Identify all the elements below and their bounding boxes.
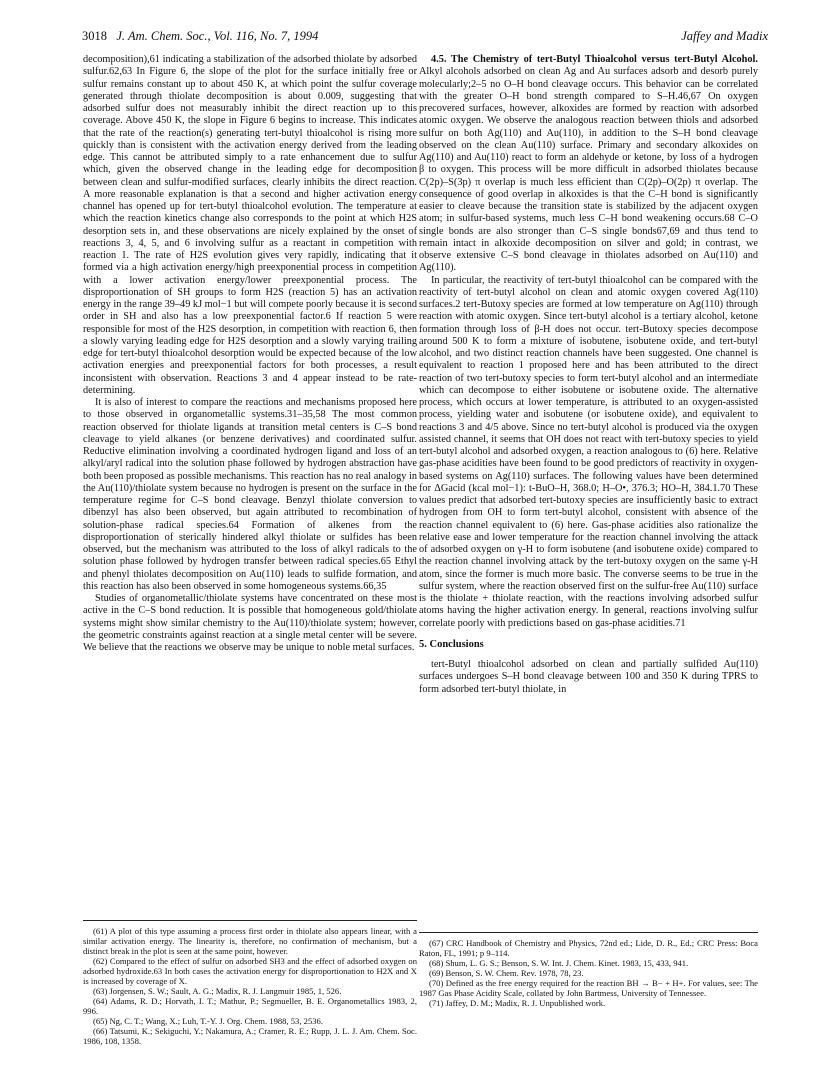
- journal-citation: J. Am. Chem. Soc., Vol. 116, No. 7, 1994: [116, 29, 319, 43]
- footnote: (67) CRC Handbook of Chemistry and Physics, 72nd ed.; Lide, D. R., Ed.; CRC Press: Boca Raton, FL, 1991; p 9–114.: [419, 938, 758, 958]
- footnote: (66) Tatsumi, K.; Sekiguchi, Y.; Nakamura, A.; Cramer, R. E.; Rupp, J. L. J. Am. Chem. Soc. 1986, 108, 1358.: [83, 1026, 417, 1046]
- running-authors: Jaffey and Madix: [681, 29, 768, 43]
- body-paragraph: In particular, the reactivity of tert-butyl thioalcohol can be compared with the reactivity of tert-butyl alcohol on clean and atomic oxygen covered Ag(110) surfaces.2 tert-Butoxy species are formed at low temperature on Ag(110) through reaction with atomic oxygen. Since tert-butyl alcohol is a tertiary alcohol, ketone formation through loss of β-H does not occur. tert-Butoxy species decompose around 500 K to form a mixture of isobutene, isobutene oxide, and tert-butyl alcohol, and two distinct reaction channels have been suggested. One channel is equivalent to reaction 1 proposed here and has been attributed to the direct reaction of two tert-butoxy species to form tert-butyl alcohol and an intermediate which can decompose to either isobutene or isobutene oxide. The alternative process, which occurs at lower temperature, is attributed to an oxygen-assisted process, yielding water and isobutene (or isobutene oxide), and equivalent to reactions 3 and 4/5 above. Since no tert-butyl alcohol is produced via the oxygen assisted channel, it seems that OH does not react with tert-butoxy species to yield tert-butyl alcohol and adsorbed oxygen, a reaction analogous to (6) here. Relative gas-phase acidities have been found to be good predictors of reactivity in oxygen-based systems on Ag(110) surfaces. The following values have been determined for ΔGacid (kcal mol−1): t-BuO–H, 368.0; H–O•, 376.3; HO–H, 384.1.70 These values predict that adsorbed tert-butoxy species are insufficiently basic to extract hydrogen from OH to form tert-butyl alcohol, consistent with absence of the reaction channel equivalent to (6) here. Gas-phase acidities also rationalize the relative ease and lower temperature for the reaction channel involving the attack of adsorbed oxygen on γ-H to form isobutene (and isobutene oxide) compared to the reaction channel involving attack by the tert-butoxy oxygen on the same γ-H atom, since the former is much more basic. The converse seems to be true in the sulfur system, where the reaction observed first on the sulfur-free Au(110) surface is the thiolate + thiolate reaction, with the reactions involving adsorbed sulfur atoms having the higher activation energy. In general, reactions involving sulfur correlate poorly with predictions based on gas-phase acidities.71: [419, 274, 758, 629]
- conclusions-paragraph: tert-Butyl thioalcohol adsorbed on clean and partially sulfided Au(110) surfaces undergoes S–H bond cleavage between 100 and 350 K during TPRS to form adsorbed tert-butyl thiolate, in: [419, 659, 758, 695]
- footnote: (62) Compared to the effect of sulfur on adsorbed SH3 and the effect of adsorbed oxygen on adsorbed hydroxide.63 In both cases the activation energy for disproportionation to H2X and X is increased by coverage of X.: [83, 956, 417, 986]
- footnote: (70) Defined as the free energy required for the reaction BH → B− + H+. For values, see: The 1987 Gas Phase Acidity Scale, collated by John Bartmess, University of Tennessee.: [419, 978, 758, 998]
- footnote-rule: [419, 932, 758, 933]
- page-number: 3018: [82, 29, 107, 43]
- right-column: [419, 54, 758, 696]
- section-heading: 4.5. The Chemistry of tert-Butyl Thioalcohol versus tert-Butyl Alcohol.: [431, 54, 758, 65]
- body-paragraph: Studies of organometallic/thiolate systems have concentrated on these most active in the C–S bond reduction. It is possible that homogeneous gold/thiolate systems might show similar chemistry to the Au(110)/thiolate system; however, the geometric constraints against reaction at a single metal center will be severe. We believe that the reactions we observe may be unique to noble metal surfaces.: [83, 593, 417, 653]
- footnote: (71) Jaffey, D. M.; Madix, R. J. Unpublished work.: [429, 998, 606, 1008]
- footnote: (69) Benson, S. W. Chem. Rev. 1978, 78, 23.: [429, 968, 584, 978]
- footnote: (63) Jorgensen, S. W.; Sault, A. G.; Madix, R. J. Langmuir 1985, 1, 526.: [93, 986, 342, 996]
- body-paragraph: Alkyl alcohols adsorbed on clean Ag and Au surfaces adsorb and desorb purely molecularly;2–5 no O–H bond cleavage occurs. This behavior can be correlated with the greater O–H bond strength compared to S–H.46,67 On oxygen precovered surfaces, however, alkoxides are formed by reaction with adsorbed atomic oxygen. We observe the analogous reaction between thiols and adsorbed sulfur on both Ag(110) and Au(110), in addition to the S–H bond cleavage observed on the clean Au(110) surface. Primary and secondary alkoxides on Ag(110) and Au(110) react to form an aldehyde or ketone, by loss of a hydrogen β to oxygen. This process will be more difficult in adsorbed thiolates because C(2p)–S(3p) π overlap is much less efficient than C(2p)–O(2p) π overlap. The consequence of good overlap in alkoxides is that the C–H bond is significantly easier to cleave because the transition state is stabilized by the adjacent oxygen atom; in sulfur-based systems, much less C–H bond weakening occurs.68 C–O single bonds are also stronger than C–S single bonds67,69 and thus tend to remain intact in alkoxide decomposition on silver and gold; in contrast, we observe extensive C–S bond cleavage in thiolates adsorbed on Au(110) and Ag(110).: [419, 66, 758, 274]
- left-column: [83, 54, 417, 654]
- body-paragraph: decomposition),61 indicating a stabilization of the adsorbed thiolate by adsorbed sulfur.62,63 In Figure 6, the slope of the plot for the surface initially free or sulfur remains constant up to about 450 K, at which point the sulfur coverage generated through thiolate decomposition is about 0.009, suggesting that adsorbed sulfur does not measurably inhibit the direct reaction up to this coverage. Above 450 K, the slope in Figure 6 begins to increase. This indicates that the rate of the reaction(s) generating tert-butyl thioalcohol is rising more quickly than is consistent with the activation energy derived from the leading edge. This cannot be attributed simply to a rate enhancement due to sulfur which, given the observed change in the leading edge for decomposition between clean and sulfur-modified surfaces, clearly inhibits the direct reaction. A more reasonable explanation is that a second and higher activation energy channel has opened up for tert-butyl thioalcohol evolution. The temperature at which the reaction kinetics change also corresponds to the point at which H2S desorption sets in, and these observations are nicely explained by the onset of reactions 3, 4, 5, and 6 involving sulfur as a reactant in competition with reaction 1. The rate of H2S evolution gives very rapidly, indicating that it formed via a high activation energy/high preexponential process in competition with a lower activation energy/lower preexponential process. The disproportionation of SH groups to form H2S (reaction 5) has an activation energy in the range 39–49 kJ mol−1 but will compete poorly because it is second order in SH and also has a low preexponential factor.6 If reaction 5 were responsible for most of the H2S desorption, in competition with reaction 6, then a slowly varying leading edge for H2S desorption and a slowly varying trailing edge for tert-butyl thioalcohol desorption would be expected because of the low activation energies and preexponential factors for both processes, a result inconsistent with observation. Reactions 3 and 4 appear instead to be rate-determining.: [83, 54, 417, 396]
- conclusions-heading: 5. Conclusions: [419, 638, 484, 650]
- right-footnotes: [419, 924, 758, 1008]
- body-paragraph: It is also of interest to compare the reactions and mechanisms proposed here to those observed in organometallic systems.31–35,58 The most common reaction observed for thiolate ligands at transition metal centers is C–S bond cleavage to yield alkanes (or benzene derivatives) and coordinated sulfur. Reductive elimination involving a coordinated hydrogen ligand and loss of an alkyl/aryl radical into the solution phase followed by hydrogen abstraction have both been proposed as possible mechanisms. This reaction has no real analogy in the Au(110)/thiolate system because no hydrogen is present on the surface in the temperature regime for C–S bond cleavage. Benzyl thiolate conversion to dibenzyl has also been observed, but again attributed to recombination of solution-phase radical species.64 Formation of alkenes from the disproportionation of sterically hindered alkyl thiolate or sulfides has been observed, but the mechanism was attributed to the loss of alkyl radicals to the solution phase followed by hydrogen transfer between radical species.65 Ethyl and phenyl thiolates decomposition on Au(110) leads to sulfide formation, and this reaction has also been observed in some homogeneous systems.66,35: [83, 397, 417, 592]
- footnote: (61) A plot of this type assuming a process first order in thiolate also appears linear, with a similar activation energy. The linearity is, therefore, no confirmation of mechanism, but a distinct break in the plot is seen at the same point, however.: [83, 926, 417, 956]
- left-footnotes: [83, 912, 417, 1046]
- footnote: (68) Shum, L. G. S.; Benson, S. W. Int. J. Chem. Kinet. 1983, 15, 433, 941.: [429, 958, 689, 968]
- footnote-rule: [83, 920, 417, 921]
- footnote: (64) Adams, R. D.; Horvath, I. T.; Mathur, P.; Segmueller, B. E. Organometallics 1983, 2, 996.: [83, 996, 417, 1016]
- footnote: (65) Ng, C. T.; Wang, X.; Luh, T.-Y. J. Org. Chem. 1988, 53, 2536.: [93, 1016, 323, 1026]
- page-header: [82, 29, 768, 47]
